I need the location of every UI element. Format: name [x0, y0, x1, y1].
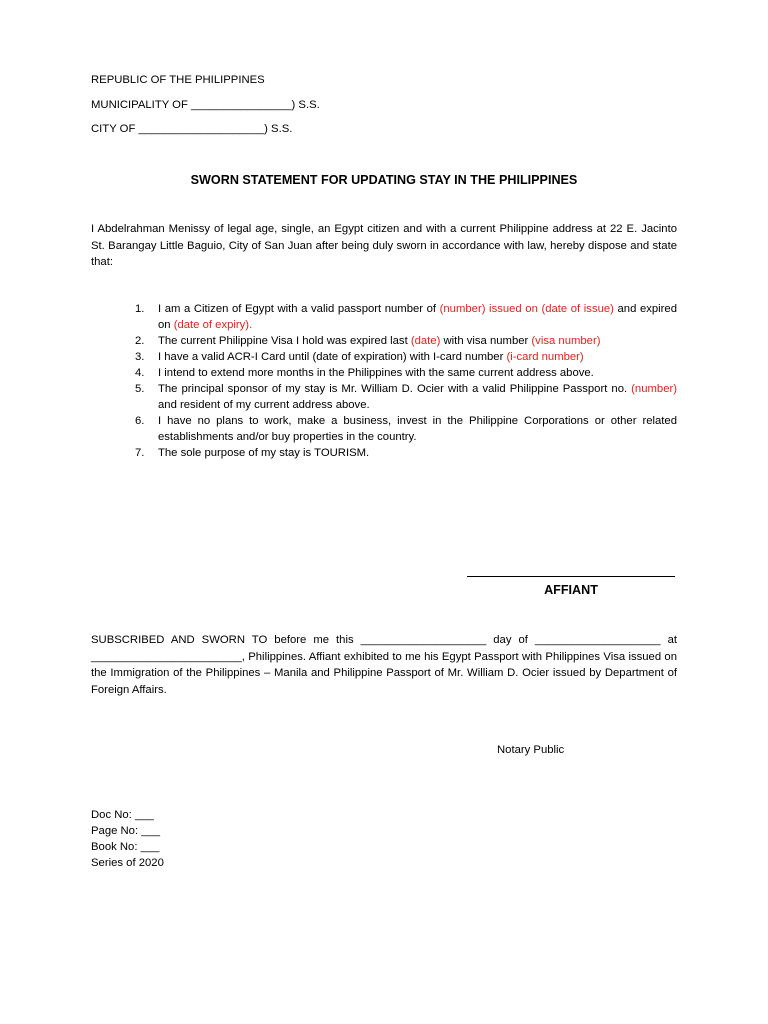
header-city: CITY OF ____________________) S.S.	[91, 123, 293, 135]
header-municipality: MUNICIPALITY OF ________________) S.S.	[91, 99, 320, 111]
notary-public-label: Notary Public	[497, 744, 565, 756]
item-number: 6.	[135, 415, 145, 427]
affiant-signature-line	[467, 576, 675, 577]
statement-list	[91, 301, 677, 461]
list-item: 4. I intend to extend more months in the Philippines with the same current address above.	[135, 367, 594, 379]
header-republic: REPUBLIC OF THE PHILIPPINES	[91, 74, 265, 86]
item-number: 3.	[135, 351, 145, 363]
list-item: 5. The principal sponsor of my stay is Mr. William D. Ocier with a valid Philippine Passport no. (number) and resident of my current address above.	[135, 383, 677, 411]
subscribed-paragraph: SUBSCRIBED AND SWORN TO before me this ____________________ day of ____________________ at ________________________, Philippines. Affiant exhibited to me his Egypt Passport with Philippines Visa issued on the Immigration of the Philippines – Manila and Philippine Passport of Mr. William D. Ocier issued by Department of Foreign Affairs.	[91, 634, 677, 696]
book-no: Book No: ___	[91, 841, 160, 853]
intro-paragraph: I Abdelrahman Menissy of legal age, single, an Egypt citizen and with a current Philippine address at 22 E. Jacinto St. Barangay Little Baguio, City of San Juan after being duly sworn in accordance with law, hereby dispose and state that:	[91, 223, 677, 268]
list-item: 3. I have a valid ACR-I Card until (date of expiration) with I-card number (i-card number)	[135, 351, 584, 363]
series: Series of 2020	[91, 857, 164, 869]
item-number: 1.	[135, 303, 145, 315]
item-number: 7.	[135, 447, 145, 459]
list-item: 6. I have no plans to work, make a business, invest in the Philippine Corporations or other related establishments and/or buy properties in the country.	[135, 415, 677, 443]
item-number: 2.	[135, 335, 145, 347]
list-item: 1. I am a Citizen of Egypt with a valid passport number of (number) issued on (date of issue) and expired on (date of expiry).	[135, 303, 677, 331]
list-item: 7. The sole purpose of my stay is TOURISM.	[135, 447, 370, 459]
doc-no: Doc No: ___	[91, 809, 154, 821]
item-number: 4.	[135, 367, 145, 379]
item-number: 5.	[135, 383, 145, 395]
affiant-label: AFFIANT	[544, 583, 598, 597]
list-item: 2. The current Philippine Visa I hold was expired last (date) with visa number (visa number)	[135, 335, 601, 347]
document-title: SWORN STATEMENT FOR UPDATING STAY IN THE PHILIPPINES	[190, 173, 578, 187]
page-no: Page No: ___	[91, 825, 161, 837]
